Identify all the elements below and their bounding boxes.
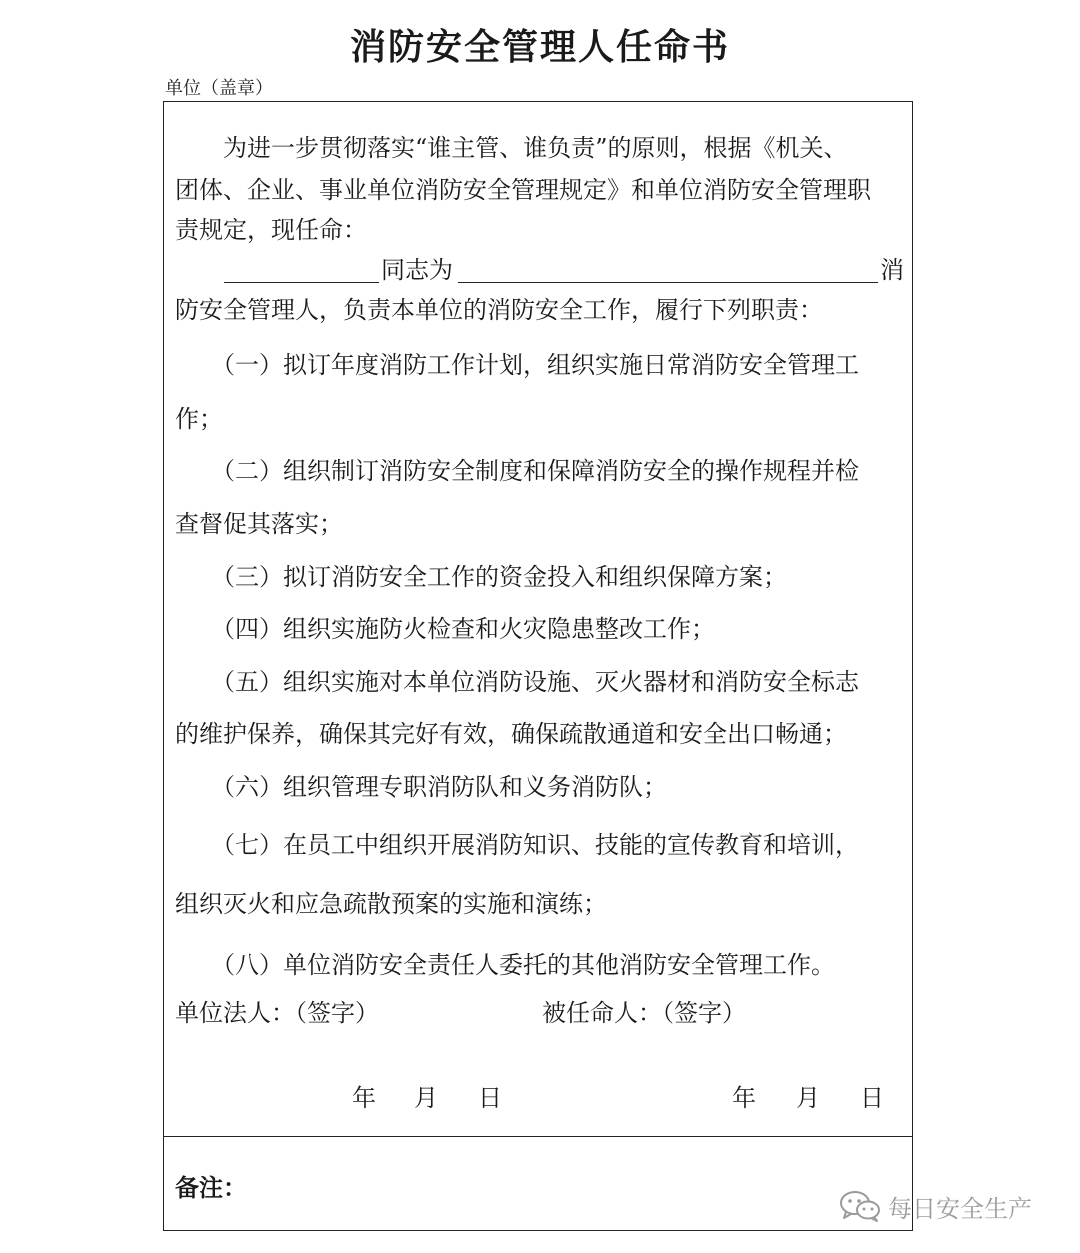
duty-6: （六）组织管理专职消防队和义务消防队；: [175, 773, 667, 801]
appointee-date-year: 年: [732, 1084, 756, 1112]
duty-2-line-1: （二）组织制订消防安全制度和保障消防安全的操作规程并检: [175, 457, 859, 485]
legal-date-year: 年: [352, 1084, 376, 1112]
duty-1-line-1: （一）拟订年度消防工作计划，组织实施日常消防安全管理工: [175, 351, 859, 379]
remarks-label: 备注：: [175, 1174, 247, 1202]
duty-2-line-2: 查督促其落实；: [175, 510, 343, 538]
duty-1-line-2: 作；: [175, 405, 223, 433]
position-blank[interactable]: [458, 282, 878, 283]
name-blank[interactable]: [224, 282, 379, 283]
duty-5-line-1: （五）组织实施对本单位消防设施、灭火器材和消防安全标志: [175, 668, 859, 696]
duty-4: （四）组织实施防火检查和火灾隐患整改工作；: [175, 615, 715, 643]
appoint-comrade-text: 同志为: [381, 256, 453, 284]
intro-line-1: 为进一步贯彻落实“谁主管、谁负责”的原则，根据《机关、: [175, 134, 848, 162]
appoint-tail-char: 消: [880, 256, 904, 284]
unit-seal-label: 单位（盖章）: [165, 78, 273, 99]
duty-7-line-2: 组织灭火和应急疏散预案的实施和演练；: [175, 890, 607, 918]
appoint-line-2: 防安全管理人，负责本单位的消防安全工作，履行下列职责：: [175, 296, 823, 324]
document-title: 消防安全管理人任命书: [349, 27, 730, 68]
legal-person-signature-label: 单位法人：（签字）: [175, 999, 379, 1027]
appointee-signature-label: 被任命人：（签字）: [542, 999, 746, 1027]
form-frame: [163, 101, 913, 1231]
legal-date-month: 月: [414, 1084, 438, 1112]
wechat-icon: [838, 1189, 882, 1223]
watermark-text: 每日安全生产: [888, 1194, 1032, 1223]
intro-line-2: 团体、企业、事业单位消防安全管理规定》和单位消防安全管理职: [175, 176, 871, 204]
duty-7-line-1: （七）在员工中组织开展消防知识、技能的宣传教育和培训，: [175, 831, 859, 859]
duty-3: （三）拟订消防安全工作的资金投入和组织保障方案；: [175, 563, 787, 591]
intro-line-3: 责规定，现任命：: [175, 216, 367, 244]
remarks-divider: [164, 1136, 912, 1137]
duty-5-line-2: 的维护保养，确保其完好有效，确保疏散通道和安全出口畅通；: [175, 720, 847, 748]
appointee-date-day: 日: [860, 1084, 884, 1112]
watermark: [838, 1186, 1032, 1226]
legal-date-day: 日: [478, 1084, 502, 1112]
duty-8: （八）单位消防安全责任人委托的其他消防安全管理工作。: [175, 951, 835, 979]
appointee-date-month: 月: [796, 1084, 820, 1112]
